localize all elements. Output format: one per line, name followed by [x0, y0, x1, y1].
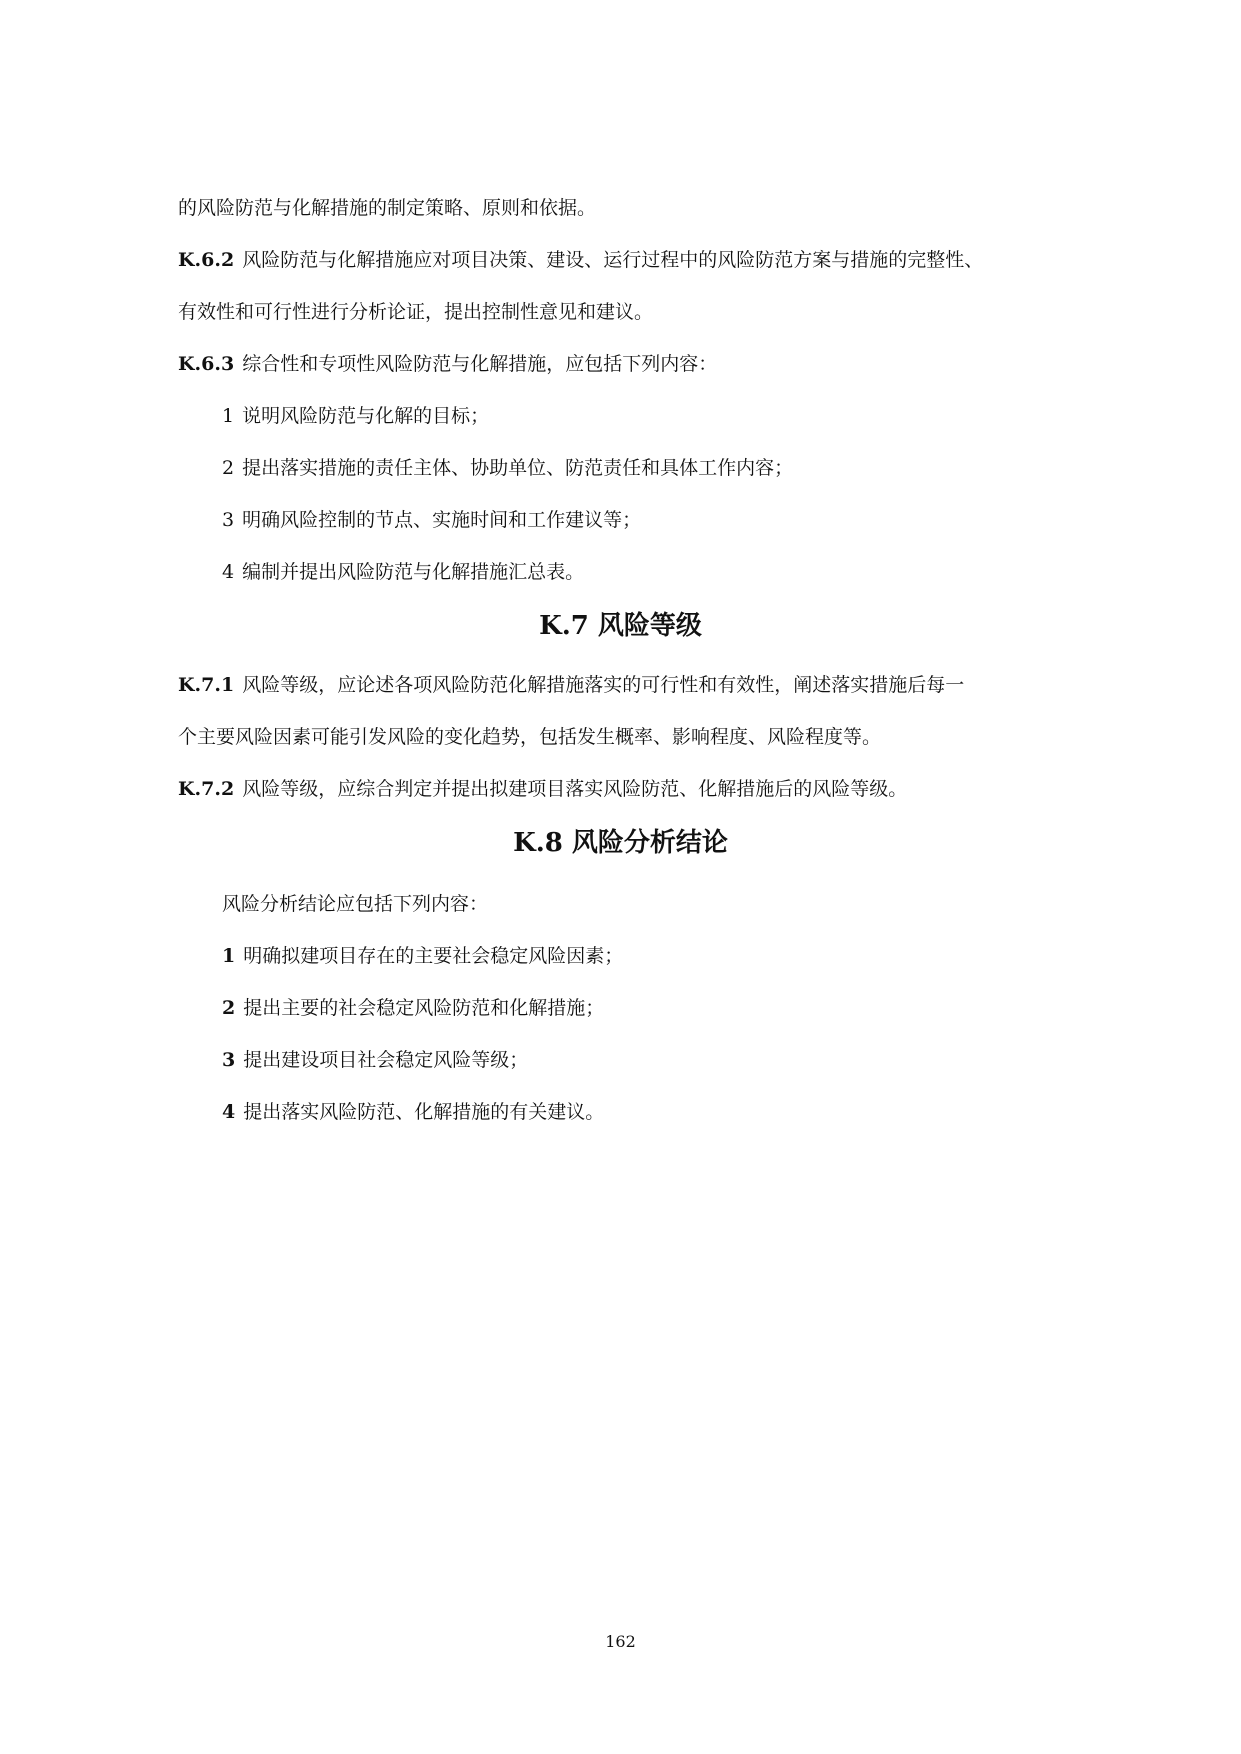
clause	[178, 774, 907, 801]
item-number: 3	[222, 509, 235, 531]
text-line: 风险分析结论应包括下列内容：	[222, 893, 489, 915]
item-text: 提出落实风险防范、化解措施的有关建议。	[243, 1101, 605, 1123]
item-text: 提出主要的社会稳定风险防范和化解措施；	[243, 997, 605, 1019]
list-item	[222, 453, 793, 480]
text-line: 个主要风险因素可能引发风险的变化趋势，包括发生概率、影响程度、风险程度等。	[178, 726, 882, 748]
clause-text: 综合性和专项性风险防范与化解措施，应包括下列内容：	[242, 353, 718, 375]
list-item	[222, 1045, 528, 1072]
section-heading: K.7 风险等级	[539, 611, 702, 641]
clause-number: K.6.2	[178, 249, 235, 271]
clause-text: 风险等级，应论述各项风险防范化解措施落实的可行性和有效性，阐述落实措施后每一	[242, 674, 965, 696]
list-item	[222, 993, 604, 1020]
item-number: 2	[222, 997, 236, 1019]
list-item	[222, 401, 489, 428]
clause-number: K.7.1	[178, 674, 235, 696]
list-item	[222, 557, 584, 584]
clause-number: K.6.3	[178, 353, 235, 375]
list-item	[222, 505, 641, 532]
item-text: 编制并提出风险防范与化解措施汇总表。	[242, 561, 585, 583]
section-heading: K.8 风险分析结论	[513, 828, 728, 858]
item-number: 4	[222, 1101, 236, 1123]
clause	[178, 349, 717, 376]
item-number: 1	[222, 405, 235, 427]
item-text: 明确风险控制的节点、实施时间和工作建议等；	[242, 509, 642, 531]
item-text: 提出落实措施的责任主体、协助单位、防范责任和具体工作内容；	[242, 457, 794, 479]
item-text: 提出建设项目社会稳定风险等级；	[243, 1049, 529, 1071]
item-number: 1	[222, 945, 236, 967]
item-text: 明确拟建项目存在的主要社会稳定风险因素；	[243, 945, 624, 967]
clause-text: 风险等级，应综合判定并提出拟建项目落实风险防范、化解措施后的风险等级。	[242, 778, 908, 800]
clause	[178, 245, 983, 272]
clause	[178, 670, 964, 697]
list-item	[222, 1097, 604, 1124]
clause-text: 风险防范与化解措施应对项目决策、建设、运行过程中的风险防范方案与措施的完整性、	[242, 249, 984, 271]
item-number: 2	[222, 457, 235, 479]
text-line: 的风险防范与化解措施的制定策略、原则和依据。	[178, 197, 597, 219]
item-text: 说明风险防范与化解的目标；	[242, 405, 490, 427]
clause-number: K.7.2	[178, 778, 235, 800]
page-number: 162	[605, 1632, 636, 1651]
item-number: 4	[222, 561, 235, 583]
text-line: 有效性和可行性进行分析论证，提出控制性意见和建议。	[178, 301, 654, 323]
item-number: 3	[222, 1049, 236, 1071]
list-item	[222, 941, 623, 968]
